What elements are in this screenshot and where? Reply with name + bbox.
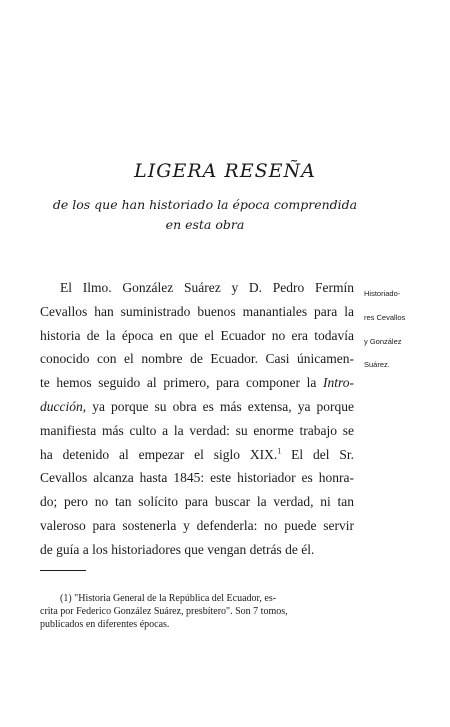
body-line [40, 371, 354, 395]
section-subtitle-line-1: de los que han historiado la época comprendida [52, 197, 358, 212]
body-line: El Ilmo. González Suárez y D. Pedro Fermín [60, 280, 354, 295]
footnote-line: publicados en diferentes épocas. [40, 619, 170, 630]
margin-note-line: Historiado- [364, 289, 401, 298]
body-line [40, 443, 354, 467]
body-line [40, 395, 354, 419]
footnote [40, 592, 380, 631]
footnote-divider [40, 570, 86, 571]
body-text-run: El del Sr. [281, 446, 354, 462]
margin-note [364, 282, 438, 377]
italic-term: Intro- [323, 375, 354, 391]
body-text-run: te hemos seguido al primero, para componer la [40, 375, 323, 391]
body-text-run: ha detenido al empezar el siglo XIX. [40, 446, 278, 462]
body-line: Cevallos alcanza hasta 1845: este historiador es honra- [40, 470, 354, 486]
body-paragraph [40, 276, 354, 562]
body-line: Cevallos han suministrado buenos manantiales para la [40, 303, 354, 319]
body-line: conocido con el nombre de Ecuador. Casi únicamen- [40, 351, 354, 367]
margin-note-line: y González [364, 336, 402, 346]
body-line: manifiesta más culto a la verdad: su enorme trabajo se [40, 422, 354, 438]
footnote-line: crita por Federico González Suárez, presbítero". Son 7 tomos, [40, 606, 288, 617]
body-line: historia de la época en que el Ecuador no era todavía [40, 327, 354, 343]
section-title: LIGERA RESEÑA [134, 160, 316, 182]
margin-note-line: Suárez. [364, 360, 390, 370]
body-text-run: , ya porque su obra es más extensa, ya porque [82, 398, 354, 414]
section-subtitle-line-2: en esta obra [165, 217, 245, 232]
body-line: do; pero no tan solícito para buscar la verdad, ni tan [40, 494, 354, 510]
footnote-line: (1) "Historia General de la República del Ecuador, es- [60, 593, 277, 604]
footnote-reference: 1 [277, 446, 282, 456]
body-line: de guía a los historiadores que vengan detrás de él. [40, 541, 315, 557]
italic-term: ducción [40, 398, 83, 414]
margin-note-line: res Cevallos [364, 312, 406, 322]
body-line: valeroso para sostenerla y defenderla: no puede servir [40, 517, 354, 533]
